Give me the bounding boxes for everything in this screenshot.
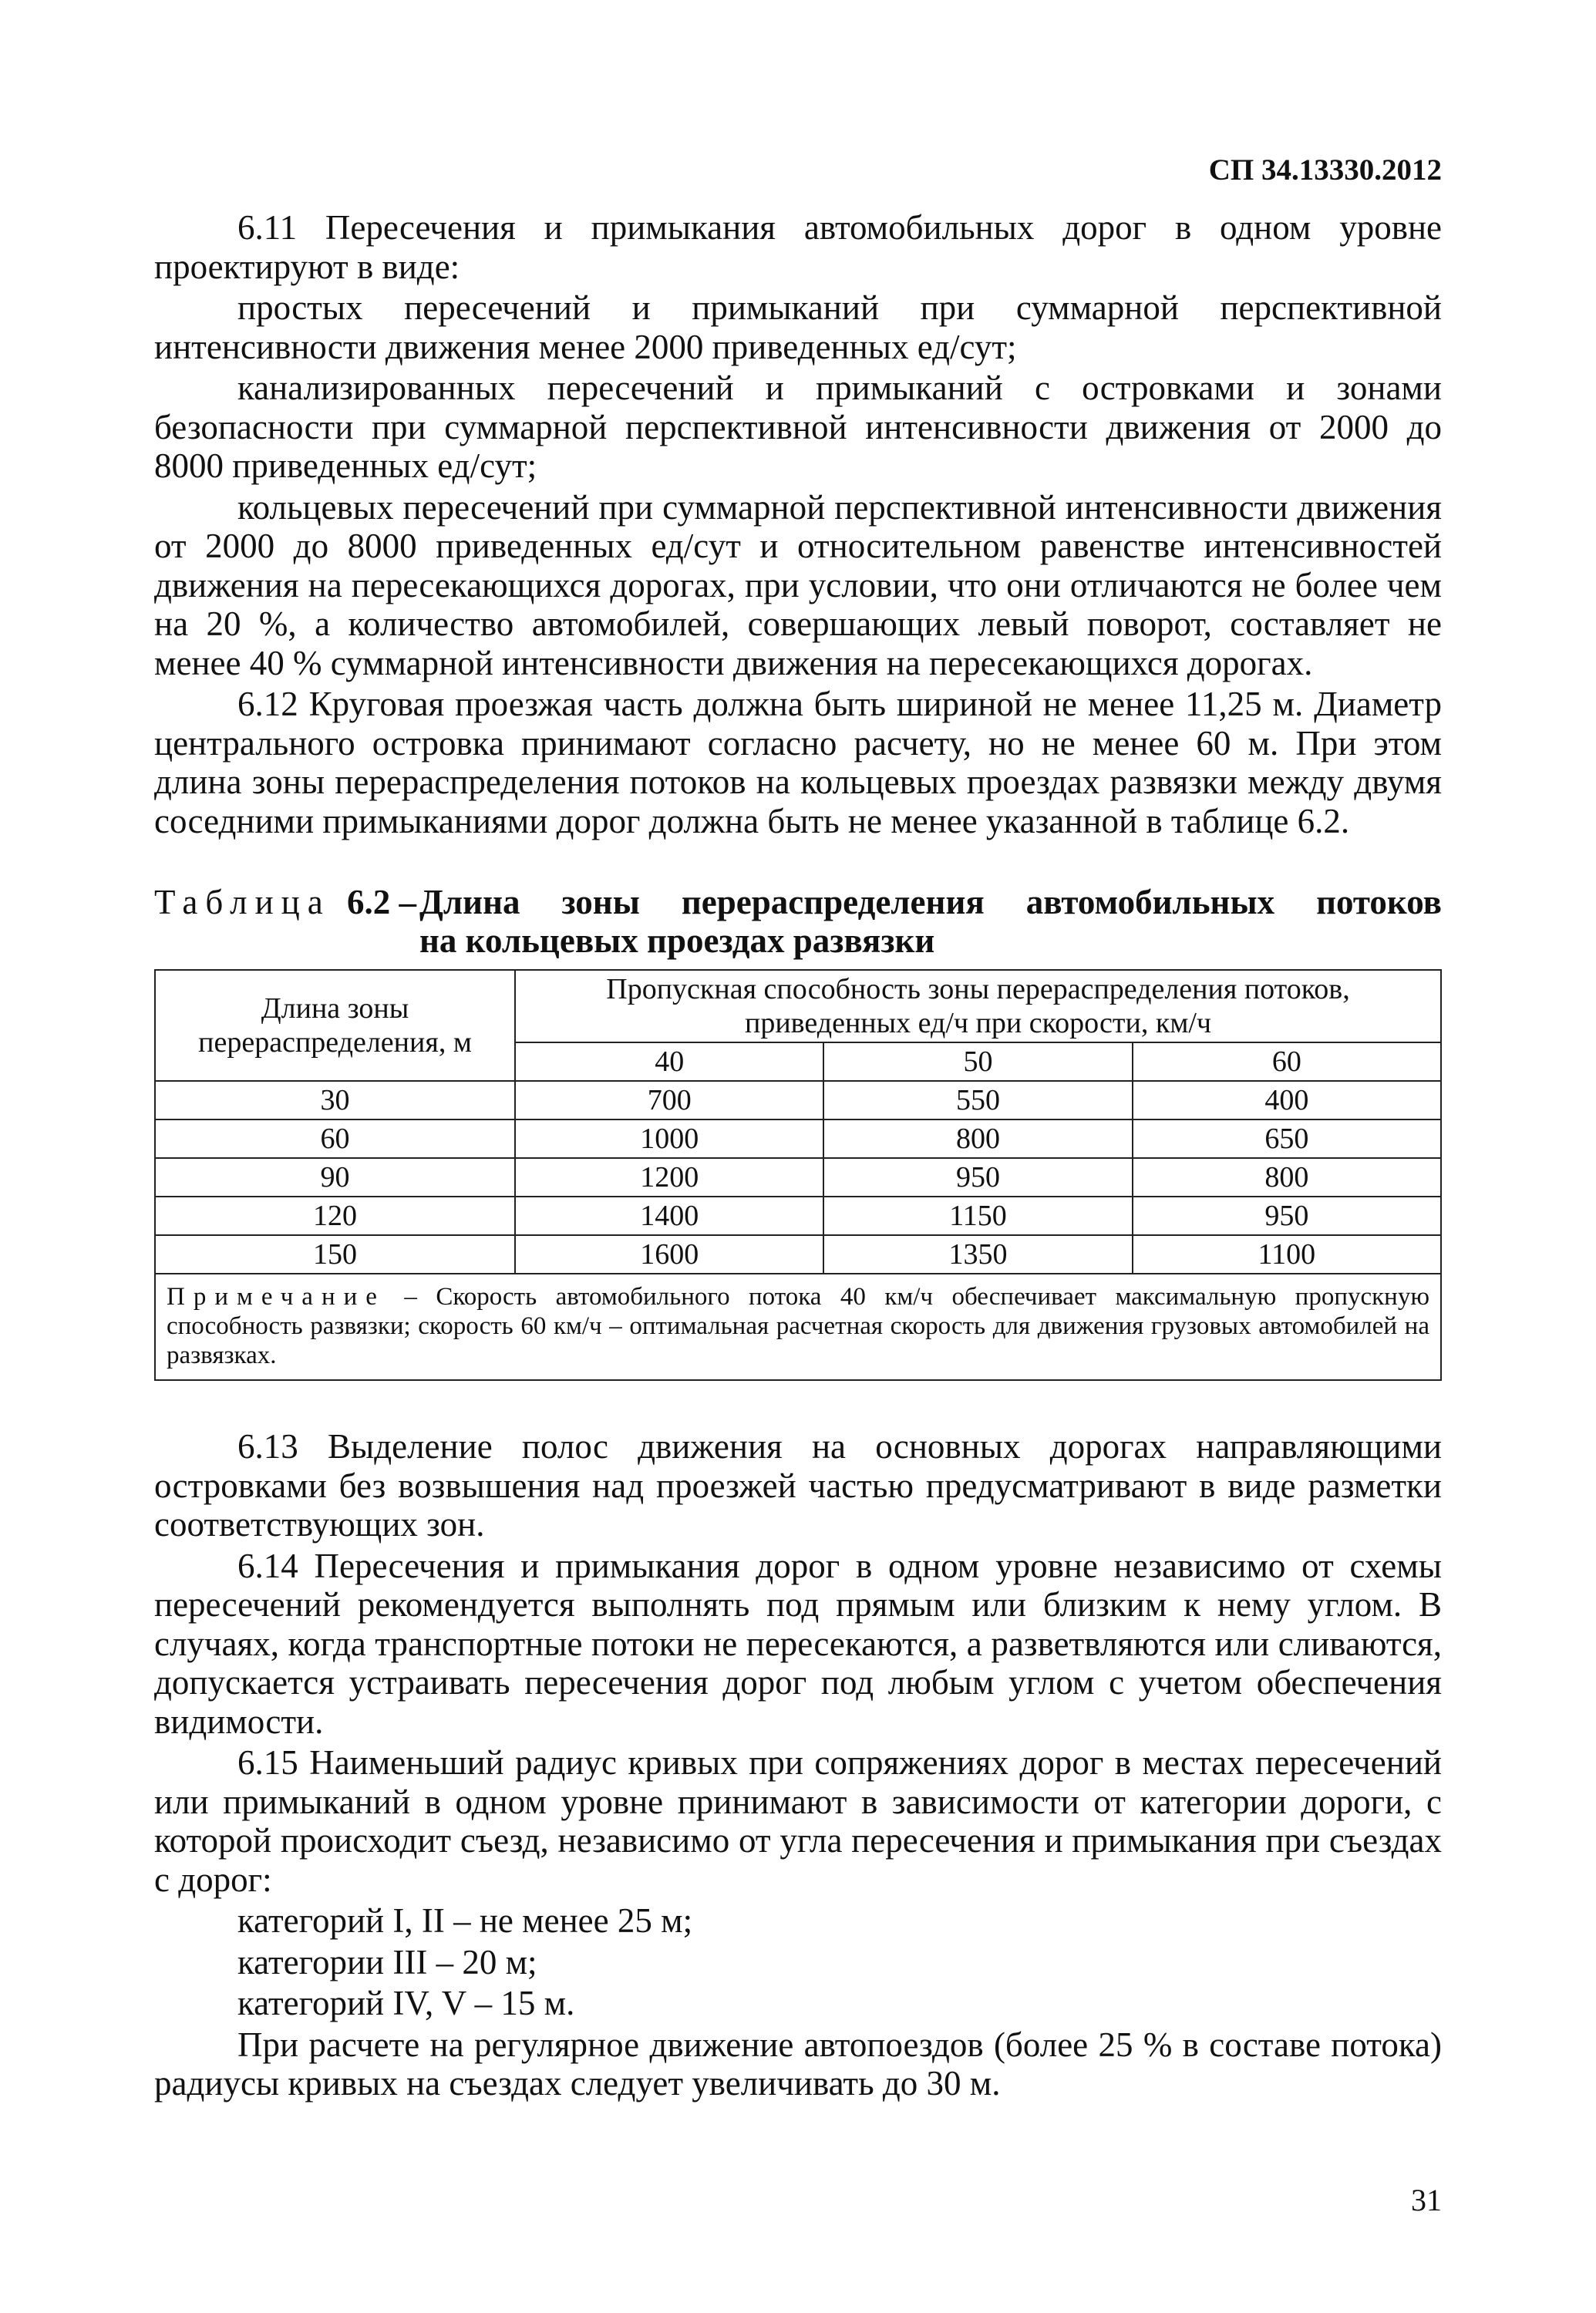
capacity-table xyxy=(154,969,1442,1381)
table-row xyxy=(155,1235,1441,1274)
list-item-category-4-5: категорий IV, V – 15 м. xyxy=(237,1984,575,2022)
header-speed-60: 60 xyxy=(1133,1042,1441,1081)
paragraph-6-14: 6.14 Пересечения и примыкания дорог в одном уровне независимо от схемы пересечений рекомендуется выполнять под прямым или близким к нему углом. В случаях, когда транспортные потоки не пересекаются, а разветвляются или сливаются, допускается устраивать пересечения дорог под любым углом с учетом обеспечения видимости. xyxy=(154,1546,1442,1741)
cell-length: 90 xyxy=(155,1158,515,1197)
caption-line-2: на кольцевых проездах развязки xyxy=(419,921,935,960)
caption-word-2: зоны xyxy=(561,883,640,921)
table-note xyxy=(155,1274,1441,1380)
header-speed-50: 50 xyxy=(823,1042,1132,1081)
cell-length: 150 xyxy=(155,1235,515,1274)
caption-dash: – xyxy=(390,883,416,921)
cell-capacity-50: 1150 xyxy=(823,1197,1132,1235)
list-item-category-1-2: категорий I, II – не менее 25 м; xyxy=(237,1901,693,1940)
cell-capacity-50: 550 xyxy=(823,1081,1132,1119)
page-number: 31 xyxy=(1411,2183,1442,2217)
list-item-roundabouts: кольцевых пересечений при суммарной перспективной интенсивности движения от 2000 до 8000 приведенных ед/сут и относительном равенстве интенсивностей движения на пересекающихся дорогах, при условии, что они отличаются не более чем на 20 %, а количество автомобилей, совершающих левый поворот, составляет не менее 40 % суммарной интенсивности движения на пересекающихся дорогах. xyxy=(154,487,1442,682)
document-code: СП 34.13330.2012 xyxy=(1208,153,1442,187)
cell-capacity-40: 1600 xyxy=(515,1235,823,1274)
header-capacity: Пропускная способность зоны перераспределения потоков, приведенных ед/ч при скорости, км/ч xyxy=(515,970,1441,1042)
paragraph-6-15: 6.15 Наименьший радиус кривых при сопряжениях дорог в местах пересечений или примыканий в одном уровне принимают в зависимости от категории дороги, с которой происходит съезд, независимо от угла пересечения и примыкания при съездах с дорог: xyxy=(154,1743,1442,1899)
table-row xyxy=(155,1158,1441,1197)
cell-capacity-50: 1350 xyxy=(823,1235,1132,1274)
cell-length: 30 xyxy=(155,1081,515,1119)
caption-word: Таблица xyxy=(154,883,331,921)
cell-capacity-60: 400 xyxy=(1133,1081,1441,1119)
caption-number: 6.2 xyxy=(346,883,391,921)
cell-capacity-40: 700 xyxy=(515,1081,823,1119)
table-row xyxy=(155,1081,1441,1119)
caption-word-1: Длина xyxy=(419,883,520,921)
cell-capacity-60: 650 xyxy=(1133,1119,1441,1158)
cell-capacity-50: 800 xyxy=(823,1119,1132,1158)
list-item-simple-intersections: простых пересечений и примыканий при суммарной перспективной интенсивности движения менее 2000 приведенных ед/сут; xyxy=(154,288,1442,366)
page-body xyxy=(154,208,1442,2103)
caption-word-5: потоков xyxy=(1316,883,1442,921)
table-caption xyxy=(154,883,1442,960)
paragraph-6-12: 6.12 Круговая проезжая часть должна быть шириной не менее 11,25 м. Диаметр центрального островка принимают согласно расчету, но не менее 60 м. При этом длина зоны перераспределения потоков на кольцевых проездах развязки между двумя соседними примыканиями дорог должна быть не менее указанной в таблице 6.2. xyxy=(154,685,1442,840)
note-label: Примечание xyxy=(167,1283,386,1311)
header-length: Длина зоны перераспределения, м xyxy=(155,970,515,1081)
cell-capacity-60: 800 xyxy=(1133,1158,1441,1197)
paragraph-road-trains: При расчете на регулярное движение автопоездов (более 25 % в составе потока) радиусы кривых на съездах следует увеличивать до 30 м. xyxy=(154,2025,1442,2103)
cell-capacity-60: 1100 xyxy=(1133,1235,1441,1274)
cell-capacity-40: 1400 xyxy=(515,1197,823,1235)
caption-word-3: перераспределения xyxy=(681,883,985,921)
table-row xyxy=(155,1197,1441,1235)
list-item-category-3: категории III – 20 м; xyxy=(237,1942,537,1981)
cell-capacity-60: 950 xyxy=(1133,1197,1441,1235)
table-caption-label xyxy=(154,883,416,921)
cell-capacity-40: 1000 xyxy=(515,1119,823,1158)
cell-capacity-40: 1200 xyxy=(515,1158,823,1197)
paragraph-6-11: 6.11 Пересечения и примыкания автомобильных дорог в одном уровне проектируют в виде: xyxy=(154,208,1442,286)
table-row xyxy=(155,1119,1441,1158)
cell-capacity-50: 950 xyxy=(823,1158,1132,1197)
paragraph-6-13: 6.13 Выделение полос движения на основных дорогах направляющими островками без возвышения над проезжей частью предусматривают в виде разметки соответствующих зон. xyxy=(154,1427,1442,1544)
header-speed-40: 40 xyxy=(515,1042,823,1081)
caption-word-4: автомобильных xyxy=(1025,883,1275,921)
list-item-channelized-intersections: канализированных пересечений и примыканий с островками и зонами безопасности при суммарной перспективной интенсивности движения от 2000 до 8000 приведенных ед/сут; xyxy=(154,369,1442,485)
table-caption-title xyxy=(419,883,1442,960)
note-text: – Скорость автомобильного потока 40 км/ч обеспечивает максимальную пропускную способность развязки; скорость 60 км/ч – оптимальная расчетная скорость для движения грузовых автомобилей на развязках. xyxy=(167,1283,1429,1369)
cell-length: 120 xyxy=(155,1197,515,1235)
cell-length: 60 xyxy=(155,1119,515,1158)
